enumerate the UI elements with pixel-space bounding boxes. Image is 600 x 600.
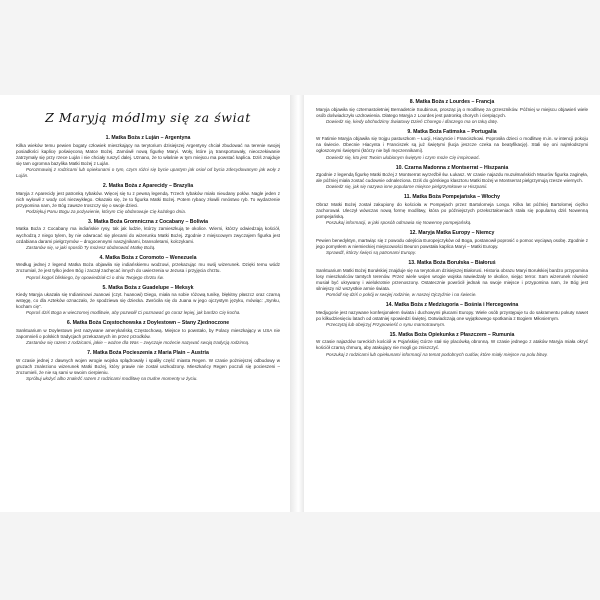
entry-body: W czasie najazdów tureckich kościół w Pojańskiej Górze stał się placówką obronną. W czasie jednego z ataków Maryja miała okryć kościół czarną chmurą, aby atakujący nie mogli go zniszczyć. — [316, 339, 588, 351]
entry-body: Kilka wieków temu pewien bogaty człowiek mieszkający na terytorium dzisiejszej Argentyny chciał zbudować na terenie swojej posiadłości kaplicę poświęconą Matce Bożej. Zamówił nową figurkę Maryi. Woły, które ją transportowały, nieoczekiwanie zatrzymały się przy rzece Luján i nie chciały ruszyć dalej. Uznano, że to właśnie w tym miejscu ma powstać kaplica. Dziś znajduje się tam ogromna bazylika Matki Bożej z Luján. — [16, 142, 280, 166]
entry-heading: 2. Matka Boża z Aparecidy – Brazylia — [102, 183, 194, 190]
entry-heading: 1. Matka Boża z Luján – Argentyna — [105, 135, 191, 141]
entry-body: Maryja z Aparecidy jest patronką rybaków. Więcej się tu z pewną legendą. Trzech rybaków miało nieudany połów. Nagle jeden z nich wyłowił z wody coś niezwykłego. Okazało się, że to figurka Matki Bożej. Potem rybacy złowili mnóstwo ryb. To wydarzenie przypomina nam, że Bóg zawsze troszczy się o swoje dzieci. — [16, 190, 280, 208]
entry-body: Maryja objawiła się czternastoletniej Bernadetcie Soubirous, prosząc ją o modlitwę za grzeszników. Później w miejscu objawień wiele osób doświadczyło uzdrowienia. Dlatego Maryja z Lourdes jest patronką chorych i cierpiących. — [316, 106, 588, 118]
entry-heading: 10. Czarna Madonna z Montserrat – Hiszpania — [395, 164, 509, 171]
entry-body: Pewien benedyktyn, martwiąc się z powodu odejścia Europejczyków od Boga, postanowił poprosić o pomoc wyciąwą osobę. Zgodnie z jego pomysłem w niemieckiej miejscowości Beuron powstała kaplica Maryi – Matki Europy. — [316, 237, 588, 249]
entry-body: W czasie jednej z dawnych wojen wrogie wojska splądrowały i spaliły część miasta Regen. W czasie pożniejszej odbudowy w gruzach znaleziono wizerunek Matki Bożej, który prawie nie został uszkodzony. Mieszkańcy Regen poczuli się pocieszeni – zrozumieli, że nie są sami w swoim cierpieniu. — [16, 357, 280, 375]
apparition-entry — [16, 135, 280, 179]
entry-body: Sanktuarium w Doylestown jest nazywane amerykańską Częstochową. Miejsce to powstało, by Polacy mieszkający w USA nie zapomnieli o polskich tradycjach przekazanych im przez przodków. — [16, 327, 280, 340]
left-page — [0, 95, 290, 512]
left-column — [0, 95, 290, 512]
entry-heading: 11. Matka Boża Pompejańska – Włochy — [403, 194, 500, 201]
left-entry-list — [16, 135, 280, 382]
entry-body: W Fatimie Maryja objawiła się trojgu pastuszkom – Łucji, Hiacyncie i Franciszkowi. Poprosiła dzieci o modlitwę m.in. w intencji pokoju na świecie. Obecnie Hiacynta i Franciszek są już świętymi (łucja jeszcze czeka na beatyfikację). Stali się oni najmłodszymi ogłoszonymi świętymi (którzy nie byli męczennikami). — [316, 136, 588, 154]
entry-body: Według jednej z legend Matka Boża objawiła się indiańskiemu wodzowi, przekazując mu swój wizerunek. Dzięki temu wódz zrozumiał, że jest tylko jeden Bóg i zaczął zachęcać innych do uwierzenia w Jezusa i przyjęcia chrztu. — [16, 262, 280, 274]
entry-prayer-prompt: Podziękuj Panu Bogu za pożywienie, którym Cię obdarowuje Cię każdego dnia. — [26, 208, 186, 214]
apparition-entry — [316, 165, 588, 191]
entry-body: Zgodnie z legendą figurkę Matki Bożej z Montserrat wyrzeźbił św. Łukasz. W czasie najazdu muzułmańskich Maurów figurka zaginęła, ale później miała zostać cudownie odnaleziona. Dziś do górskiego klasztoru Matki Bożej w Montserrat pielgrzymują rzesze wiernych. — [316, 172, 588, 184]
apparition-entry — [16, 350, 280, 382]
entry-prayer-prompt: Pomódl się dziś o pokój w swojej rodzinie, w naszej Ojczyźnie i na świecie. — [326, 291, 477, 297]
entry-prayer-prompt: Poszukaj z rodzicami lub opiekunami informacji na temat podobnych cudów, które miały miejsce na polu bitwy. — [326, 351, 548, 357]
entry-prayer-prompt: Zastanów się razem z rodzicami, jakie – ważne dla Was – zwyczaje możecie nazywać swoją tradycją rodzinną. — [26, 340, 250, 346]
right-column — [304, 95, 600, 512]
entry-prayer-prompt: Poproś dziś Boga w wieczornej modlitwie, aby pozwolił Ci poznawać go coraz lepiej, jak bardzo Cię kocha. — [26, 310, 241, 316]
entry-heading: 15. Matka Boża Opiekunka z Płaszczem – Rumunia — [389, 331, 515, 338]
apparition-entry — [16, 219, 280, 251]
entry-body: Kiedy Maryja ukazała się Indianinowi Juanowi (czyt. huanowi) Diego, miała na sobie różową tunikę, błękitny płaszcz oraz czarną wstęgę, co dla Azteków oznaczało, że spodziewa się dziecka. Zwróciła się do Juana w jego ojczystym języku, mówiąc: „Synku, kocham cię”. — [16, 292, 280, 310]
entry-body: Medjugorie jest nazywane konfesjonałem świata i duchowymi płucami Europy. Wiele osób przystępuje tu do sakramentu pokuty nawet po kilkudziesięciu latach od ostatniej spowiedzi świętej. Dotwiadczają one wyjątkowego spotkania z Bogiem Miłosiernym. — [316, 309, 588, 321]
entry-heading: 13. Matka Boża Borułska – Białoruś — [408, 260, 496, 267]
apparition-entry — [316, 194, 588, 226]
right-entry-list — [316, 99, 588, 358]
entry-prayer-prompt: Porozmawiaj z rodzicami lub opiekunami o tym, czym różni się bycie upartym jak osioł od bycia zdecydowanym jak woły z Luján. — [16, 166, 280, 178]
entry-prayer-prompt: Zastanów się, w jaki sposób Ty możesz obdarować Matkę Bożą. — [26, 244, 156, 250]
apparition-entry — [316, 99, 588, 125]
entry-prayer-prompt: Poszukaj informacji, w jaki sposób odmawia się Nowennę pompejańską. — [326, 220, 472, 226]
apparition-entry — [16, 183, 280, 215]
apparition-entry — [16, 255, 280, 281]
book-gutter — [290, 95, 304, 512]
apparition-entry — [316, 129, 588, 161]
entry-heading: 7. Matka Boża Pocieszenia z Maria Plain – Austria — [87, 350, 209, 357]
entry-heading: 14. Matka Boża z Medziugoria – Bośnia i Hercegowina — [385, 302, 519, 309]
entry-prayer-prompt: Przeczytaj lub obejrzyj Przypowieść o synu marnotrawnym. — [326, 321, 446, 327]
apparition-entry — [16, 320, 280, 346]
entry-body: Matka Boża z Cocabany ma indiańskie rysy, tak jak ludzie, którzy zamieszkują te okolice. Wierni, którzy odwiedzają kościół, wychodzą z niego tylem, by nie odwracać się plecami do wizerunku Matki Bożej. Zgodnie z miejscowym zwyczajem figurka jest ozdabiana darami pielgrzymów – drogocennymi naszyjnikami, bransoletami, kolczykami. — [16, 226, 280, 244]
entry-heading: 8. Matka Boża z Lourdes – Francja — [409, 99, 495, 105]
entry-heading: 6. Matka Boża Częstochowska z Doylestown – Stany Zjednoczone — [66, 320, 230, 327]
entry-heading: 4. Matka Boża z Coromoto – Wenezuela — [99, 254, 197, 261]
entry-heading: 5. Matka Boża z Guadelupe – Meksyk — [102, 284, 194, 291]
entry-body: Obraz Matki Bożej został zakupiony do kościoła w Pompejach przez Bartolomeja Longo. Kilka lat później Bartolomej ciężko zachorował. Uleczył wówczas nową formę modlitwy, która po późniejszych przekształceniach stała się popularną dziś Nowenną pompejańską. — [316, 201, 588, 220]
entry-body: Sanktuarium Matki Bożej Borułskiej znajduje się na terytorium dzisiejszej Białorusi. Historia obrazu Maryi Borułskiej bardzo przypomina losy mieszkańców tamtych terenów. Przez wiele wojen wrogie wojska nawiedzały te okolice, siejąc terror. Sam wizerunek również musiał być ukrywany i wielokrotnie przenoszony. Ostatecznie powrócił jednak na swoje miejsce i przypomina nam, że Bóg jest silniejszy niż wszystkie armie świata. — [316, 267, 588, 291]
entry-prayer-prompt: Poproś kogoś bliskiego, by opowiedział Ci o dniu Twojego chrztu św. — [26, 274, 164, 280]
entry-prayer-prompt: Sprawdź, którzy święci są patronami Europy. — [326, 250, 417, 255]
entry-heading: 3. Matka Boża Gromniczna z Cocabany – Boliwia — [88, 218, 208, 225]
entry-heading: 9. Matka Boża Fatimska – Portugalia — [407, 128, 497, 135]
apparition-entry — [316, 302, 588, 328]
apparition-entry — [316, 260, 588, 298]
entry-prayer-prompt: Dowiedz się, kiedy obchodzimy Światowy Dzień Chorego i dlaczego ma on taką datę. — [326, 118, 499, 124]
page-title: Z Maryją módlmy się za świat — [45, 110, 251, 125]
entry-heading: 12. Maryja Matka Europy – Niemcy — [409, 230, 495, 237]
entry-prayer-prompt: Dowiedz się, kto jest Twoim ulubionym świętym i czym może Cię inspirować. — [326, 154, 481, 160]
apparition-entry — [16, 285, 280, 317]
right-page — [304, 95, 600, 512]
entry-prayer-prompt: Spróbuj ułożyć albo znaleźć razem z rodzicami modlitwę na trudne momenty w życiu. — [26, 376, 198, 382]
apparition-entry — [316, 332, 588, 358]
apparition-entry — [316, 230, 588, 256]
entry-prayer-prompt: Dowiedz się, jak się nazywa inne popularne miejsce pielgrzymkowe w Hiszpanii. — [326, 184, 488, 190]
